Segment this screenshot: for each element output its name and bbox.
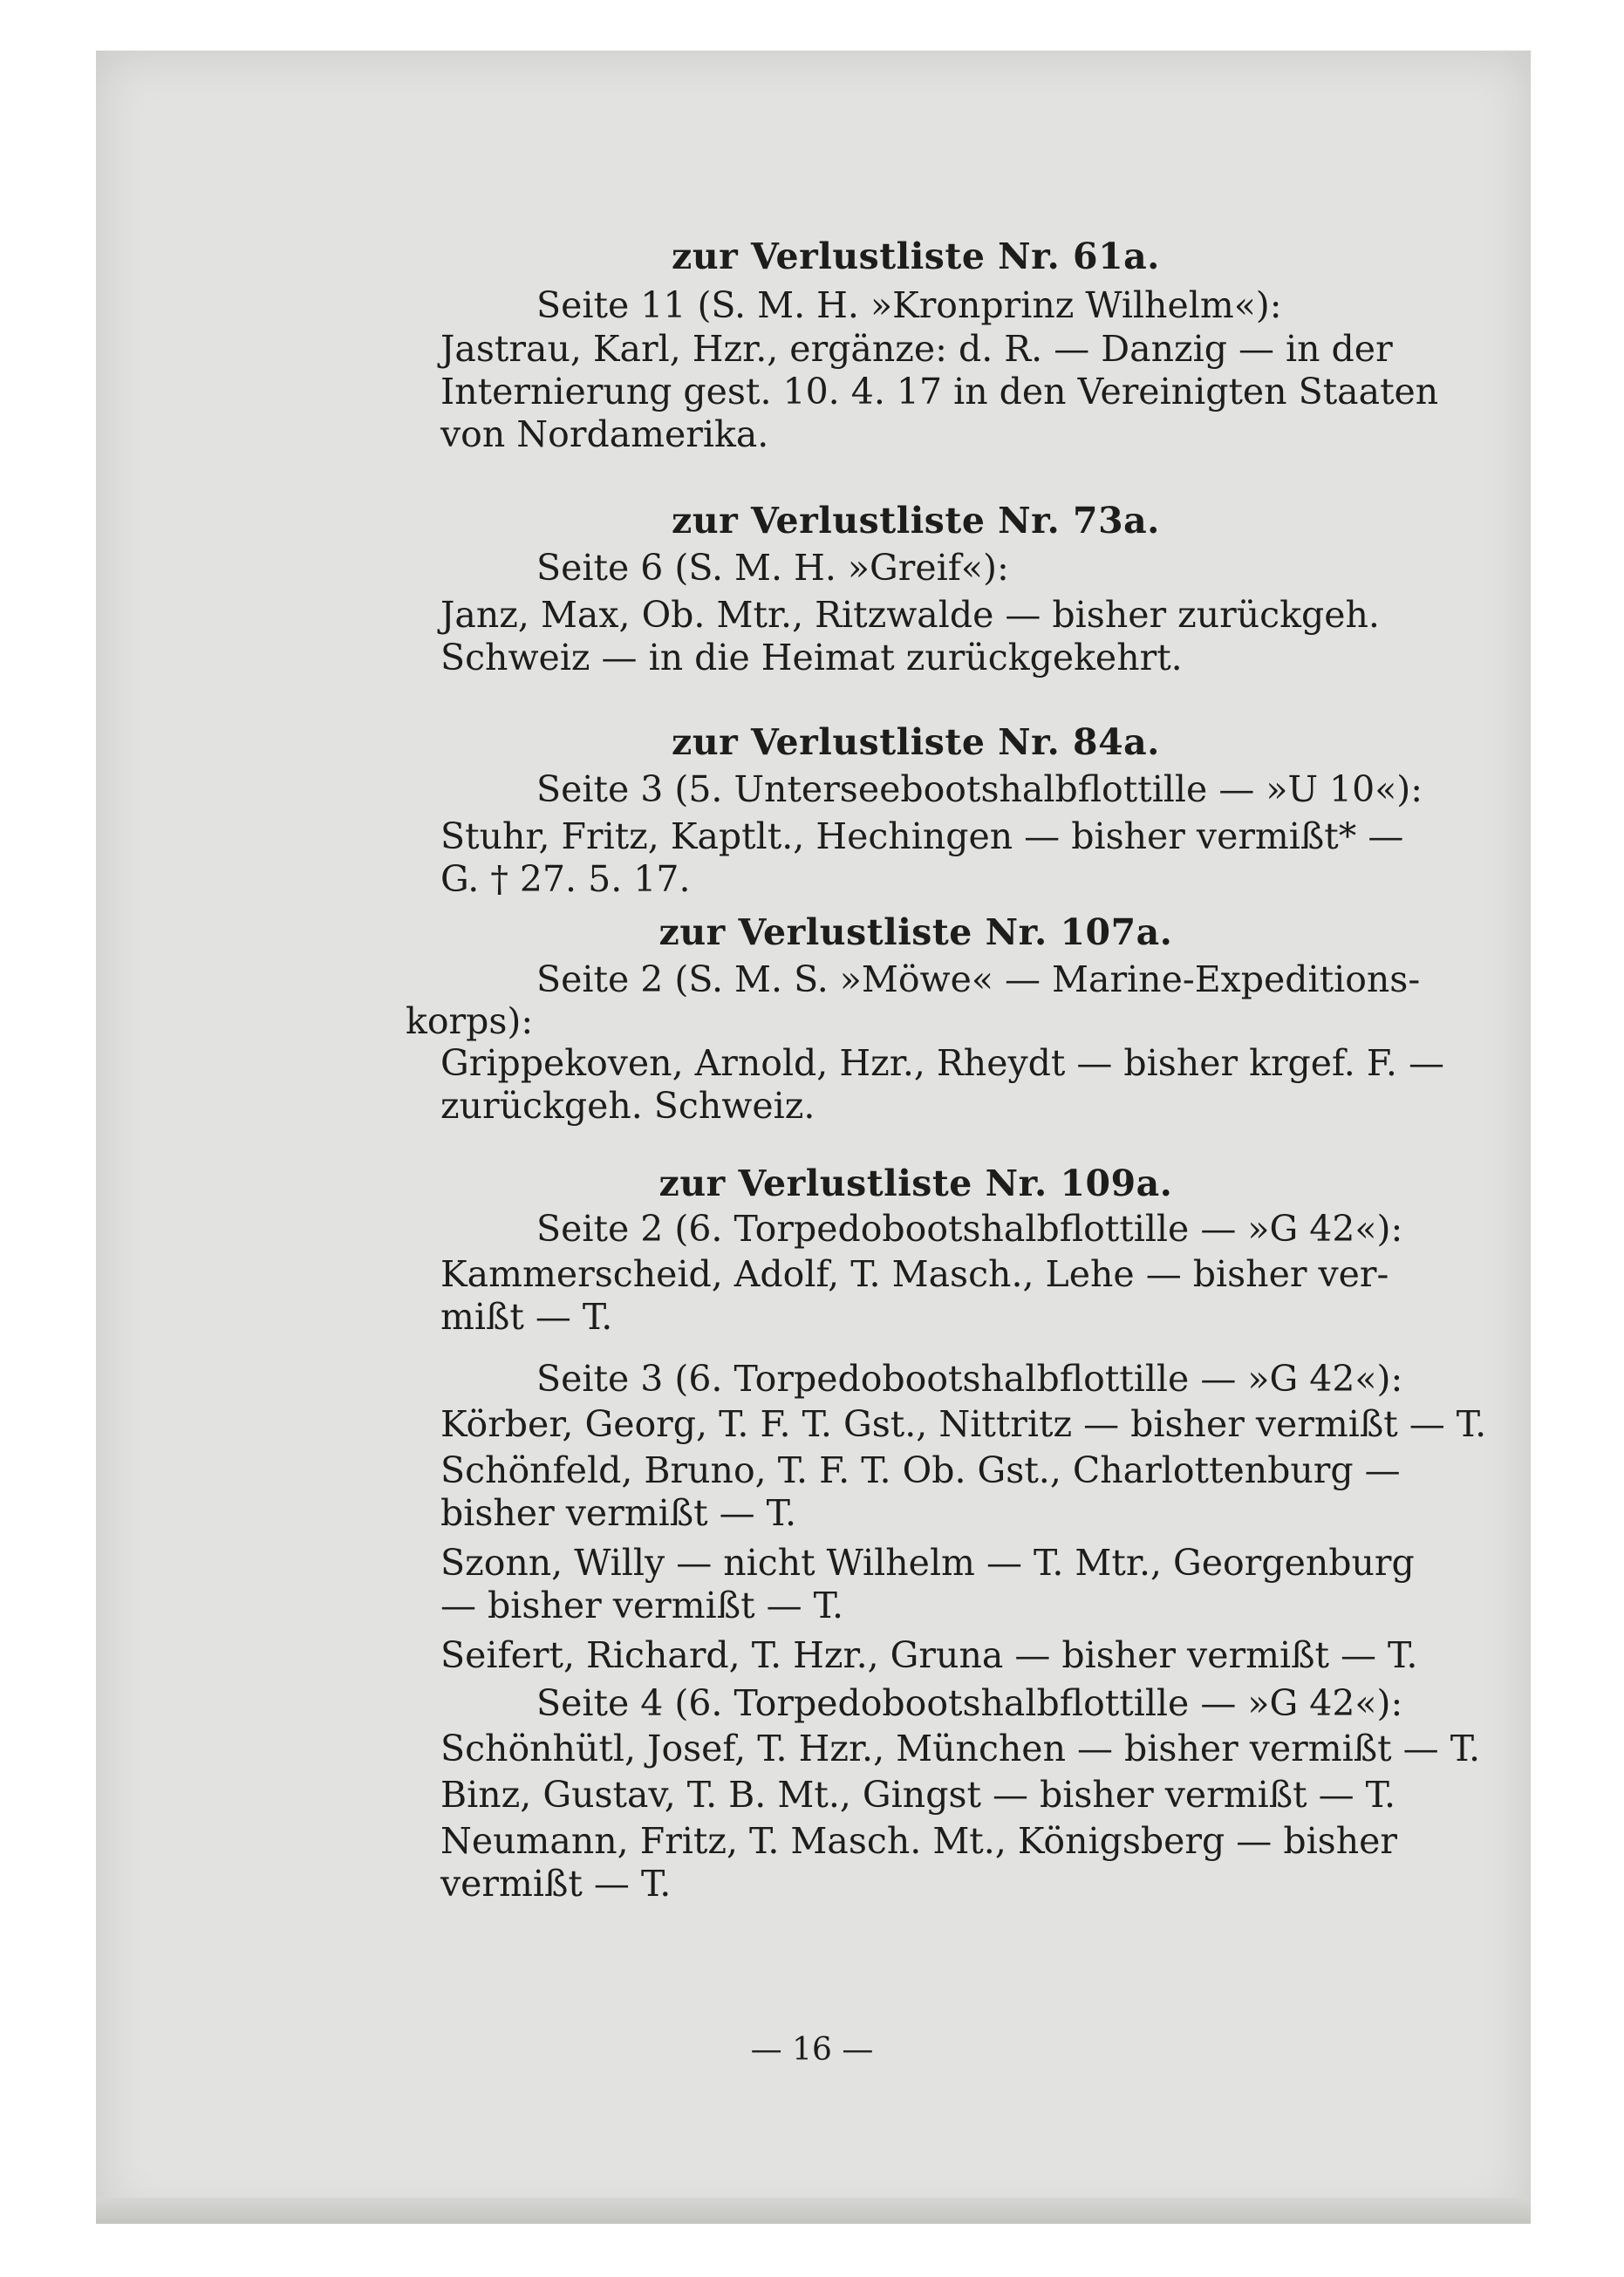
- entry-line: G. † 27. 5. 17.: [440, 858, 691, 900]
- page-reference: Seite 3 (5. Unterseebootshalbflottille — »U 10«):: [536, 768, 1423, 810]
- entry-line: mißt — T.: [440, 1296, 613, 1338]
- entry-line: Binz, Gustav, T. B. Mt., Gingst — bisher vermißt — T.: [440, 1774, 1396, 1816]
- entry-line: Jastrau, Karl, Hzr., ergänze: d. R. — Danzig — in der: [440, 328, 1393, 370]
- entry-line: vermißt — T.: [440, 1863, 672, 1905]
- page-reference-line: korps):: [406, 1000, 534, 1042]
- entry-line: bisher vermißt — T.: [440, 1492, 796, 1534]
- entry-line: Körber, Georg, T. F. T. Gst., Nittritz — bisher vermißt — T.: [440, 1403, 1487, 1445]
- section-heading: zur Verlustliste Nr. 109a.: [658, 1162, 1173, 1204]
- casualty-entry: [440, 1820, 1397, 1905]
- section-heading: zur Verlustliste Nr. 61a.: [672, 235, 1160, 277]
- entry-line: Neumann, Fritz, T. Masch. Mt., Königsberg — bisher: [440, 1820, 1397, 1862]
- page-reference-line: Seite 2 (S. M. S. »Möwe« — Marine-Expeditions-: [536, 958, 1421, 1000]
- entry-line: Internierung gest. 10. 4. 17 in den Vereinigten Staaten: [440, 371, 1439, 412]
- casualty-entry: [440, 1449, 1401, 1535]
- entry-line: Schönfeld, Bruno, T. F. T. Ob. Gst., Charlottenburg —: [440, 1449, 1401, 1491]
- casualty-list-text: [406, 235, 1487, 1905]
- casualty-entry: [440, 815, 1404, 901]
- page-reference: Seite 2 (6. Torpedobootshalbflottille — »G 42«):: [536, 1208, 1403, 1250]
- section-heading: zur Verlustliste Nr. 84a.: [672, 721, 1160, 763]
- casualty-entry: [440, 1542, 1415, 1627]
- page-reference: Seite 11 (S. M. H. »Kronprinz Wilhelm«):: [536, 284, 1282, 326]
- casualty-entry: [440, 1253, 1391, 1339]
- casualty-entry: [440, 1403, 1487, 1446]
- casualty-entry: [440, 594, 1391, 679]
- entry-line: Schönhütl, Josef, T. Hzr., München — bisher vermißt — T.: [440, 1728, 1481, 1769]
- casualty-entry: [440, 1634, 1418, 1677]
- casualty-entry: [440, 1774, 1396, 1817]
- entry-line: Seifert, Richard, T. Hzr., Gruna — bisher vermißt — T.: [440, 1634, 1418, 1676]
- entry-line: Grippekoven, Arnold, Hzr., Rheydt — bisher krgef. F. —: [440, 1042, 1444, 1084]
- page-reference: Seite 3 (6. Torpedobootshalbflottille — »G 42«):: [536, 1358, 1403, 1400]
- section-heading: zur Verlustliste Nr. 107a.: [658, 911, 1173, 953]
- page-reference: Seite 4 (6. Torpedobootshalbflottille — »G 42«):: [536, 1682, 1403, 1724]
- entry-line: von Nordamerika.: [440, 413, 769, 455]
- section-heading: zur Verlustliste Nr. 73a.: [672, 500, 1160, 542]
- entry-line: Schweiz — in die Heimat zurückgekehrt.: [440, 637, 1183, 678]
- casualty-entry: [440, 1042, 1444, 1128]
- page-reference: Seite 6 (S. M. H. »Greif«):: [536, 547, 1009, 589]
- entry-line: Stuhr, Fritz, Kaptlt., Hechingen — bisher vermißt* —: [440, 815, 1404, 857]
- page-number: — 16 —: [750, 2032, 874, 2068]
- entry-line: Janz, Max, Ob. Mtr., Ritzwalde — bisher zurückgeh.: [440, 594, 1380, 636]
- entry-line: zurückgeh. Schweiz.: [440, 1085, 815, 1127]
- page-edge-shadow: [96, 2198, 1531, 2224]
- entry-line: Szonn, Willy — nicht Wilhelm — T. Mtr., Georgenburg: [440, 1542, 1415, 1584]
- entry-line: — bisher vermißt — T.: [440, 1585, 844, 1626]
- page-reference: [406, 958, 1421, 1042]
- entry-line: Kammerscheid, Adolf, T. Masch., Lehe — bisher ver-: [440, 1253, 1389, 1295]
- casualty-entry: [440, 1728, 1481, 1770]
- casualty-entry: [440, 328, 1439, 456]
